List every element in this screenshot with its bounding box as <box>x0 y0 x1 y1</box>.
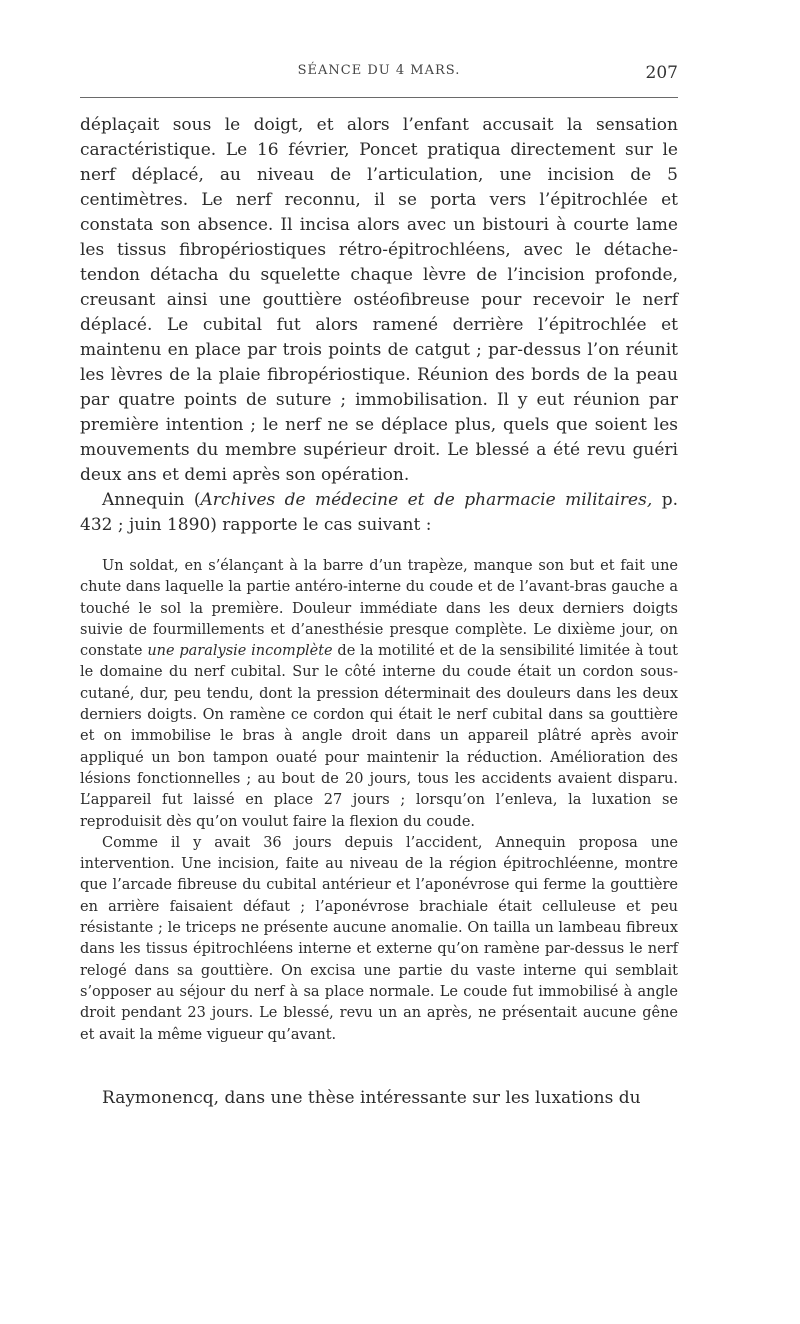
spacer <box>80 538 678 556</box>
page-number: 207 <box>645 63 678 83</box>
annequin-intro-after: p. 432 ; juin 1890) rapporte le cas suivant : <box>80 490 678 535</box>
quote1-before: Un soldat, en s’élançant à la barre d’un trapèze, manque son but et fait une chute dans laquelle la partie antéro-interne du coude et de l’avant-bras gauche a touché le sol la première. Douleur immédiate dans les deux derniers doigts suivie de fourmillements et d’anesthésie presque complète. Le dixième jour, on constate <box>80 558 678 660</box>
spacer <box>80 1046 678 1086</box>
body-text <box>80 113 678 1111</box>
paragraph-poncet-case: déplaçait sous le doigt, et alors l’enfant accusait la sensation caractéristique. Le 16 février, Poncet pratiqua directement sur le nerf déplacé, au niveau de l’articulation, une incision de 5 centimètres. Le nerf reconnu, il se porta vers l’épitrochlée et constata son absence. Il incisa alors avec un bistouri à courte lame les tissus fibropériostiques rétro-épitrochléens, avec le détache-tendon détacha du squelette chaque lèvre de l’incision profonde, creusant ainsi une gouttière ostéofibreuse pour recevoir le nerf déplacé. Le cubital fut alors ramené derrière l’épitrochlée et maintenu en place par trois points de catgut ; par-dessus l’on réunit les lèvres de la plaie fibropériostique. Réunion des bords de la peau par quatre points de suture ; immobilisation. Il y eut réunion par première intention ; le nerf ne se déplace plus, quels que soient les mouvements du membre supérieur droit. Le blessé a été revu guéri deux ans et demi après son opération. <box>80 115 678 485</box>
paragraph-annequin-intro <box>80 488 678 538</box>
quoted-case-paragraph-1 <box>80 556 678 833</box>
paragraph-raymonencq: Raymonencq, dans une thèse intéressante sur les luxations du <box>102 1087 641 1108</box>
header-rule <box>80 97 678 98</box>
quoted-case-paragraph-2: Comme il y avait 36 jours depuis l’accident, Annequin proposa une intervention. Une incision, faite au niveau de la région épitrochléenne, montre que l’arcade fibreuse du cubital antérieur et l’aponévrose qui ferme la gouttière en arrière faisaient défaut ; l’aponévrose brachiale était celluleuse et peu résistante ; le triceps ne présente aucune anomalie. On tailla un lambeau fibreux dans les tissus épitrochléens interne et externe qu’on ramène par-dessus le nerf relogé dans sa gouttière. On excisa une partie du vaste interne qui semblait s’opposer au séjour du nerf à sa place normale. Le coude fut immobilisé à angle droit pendant 23 jours. Le blessé, revu un an après, ne présentait aucune gêne et avait la même vigueur qu’avant. <box>80 834 678 1043</box>
quote1-emphasis: une paralysie incomplète <box>147 643 333 660</box>
running-head <box>80 63 678 83</box>
quote1-after: de la motilité et de la sensibilité limitée à tout le domaine du nerf cubital. Sur le côté interne du coude était un cordon sous-cutané, dur, peu tendu, dont la pression déterminait des douleurs dans les deux derniers doigts. On ramène ce cordon qui était le nerf cubital dans sa gouttière et on immobilise le bras à angle droit dans un appareil plâtré après avoir appliqué un bon tampon ouaté pour maintenir la réduction. Amélioration des lésions fonctionnelles ; au bout de 20 jours, tous les accidents avaient disparu. L’appareil fut laissé en place 27 jours ; lorsqu’on l’enleva, la luxation se reproduisit dès qu’on voulut faire la flexion du coude. <box>80 643 678 830</box>
journal-title: Archives de médecine et de pharmacie militaires, <box>200 490 653 510</box>
annequin-intro-before: Annequin ( <box>102 490 201 510</box>
running-title: SÉANCE DU 4 MARS. <box>297 63 461 78</box>
